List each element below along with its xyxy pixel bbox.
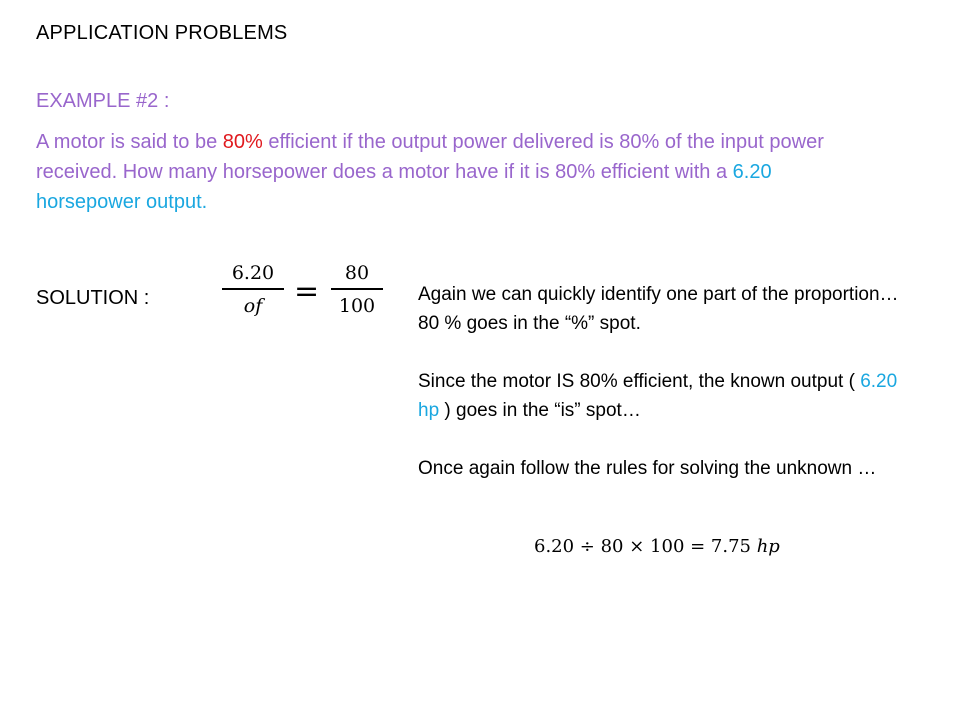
left-numerator: 6.20 [231,262,275,284]
page-title: APPLICATION PROBLEMS [36,22,288,44]
highlight-hp: 6.20 hp [418,371,898,421]
right-fraction-bar [331,288,383,290]
explanation-paragraph-1: Again we can quickly identify one part of the proportion… 80 % goes in the “%” spot. [418,284,899,334]
example-label: EXAMPLE #2 : [36,90,170,112]
explanation-paragraph-3: Once again follow the rules for solving the unknown … [418,458,877,479]
left-fraction-bar [222,288,284,290]
final-calculation [534,536,780,557]
final-calc-unit: hp [756,536,780,557]
left-denominator: of [243,294,263,317]
problem-statement [36,127,866,217]
right-numerator: 80 [344,262,370,284]
right-fraction [331,262,383,317]
highlight-percent: 80% [222,131,263,153]
problem-text-part2: efficient if the output power delivered is 80% of the input power received. How many horsepower does a motor have if it is 80% efficient with a [36,131,824,183]
left-fraction [222,262,284,317]
problem-text-part1: A motor is said to be [36,131,223,153]
highlight-output: 6.20 horsepower output. [36,161,772,213]
explanation-p2-part2: ) goes in the “is” spot… [439,400,641,421]
solution-label: SOLUTION : [36,287,150,309]
final-calc-expression: 6.20 ÷ 80 × 100 = 7.75 [534,536,757,557]
explanation-paragraph-2 [418,367,918,425]
right-denominator: 100 [338,294,376,317]
explanation-p2-part1: Since the motor IS 80% efficient, the known output ( [418,371,861,392]
equals-sign: = [294,274,320,309]
